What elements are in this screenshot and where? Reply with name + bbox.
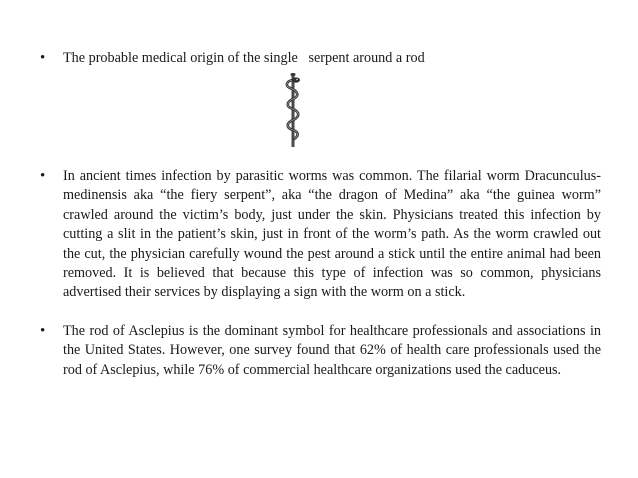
bullet-text: The rod of Asclepius is the dominant symbol for healthcare professionals and associations in the United States. However, one survey found that 62% of health care professionals used the rod of Asclepius, while 76% of commercial healthcare organizations used the caduceus. (63, 323, 601, 378)
bullet-marker: • (40, 323, 46, 339)
bullet-marker: • (40, 50, 46, 66)
bullet-text: In ancient times infection by parasitic worms was common. The filarial worm Dracunculus-medinensis aka “the fiery serpent”, aka “the dragon of Medina” aka “the guinea worm” crawled around the victim’s body, just under the skin. Physicians treated this infection by cutting a slit in the patient’s skin, just in front of the worm’s path. As the worm crawled out the cut, the physician carefully wound the pest around a stick until the entire animal had been removed. It is believed that because this type of infection was so common, physicians advertised their services by displaying a sign with the worm on a stick. (63, 168, 601, 301)
rod-of-asclepius-icon (278, 72, 308, 148)
bullet-text: The probable medical origin of the single serpent around a rod (63, 50, 425, 66)
bullet-marker: • (40, 168, 46, 184)
